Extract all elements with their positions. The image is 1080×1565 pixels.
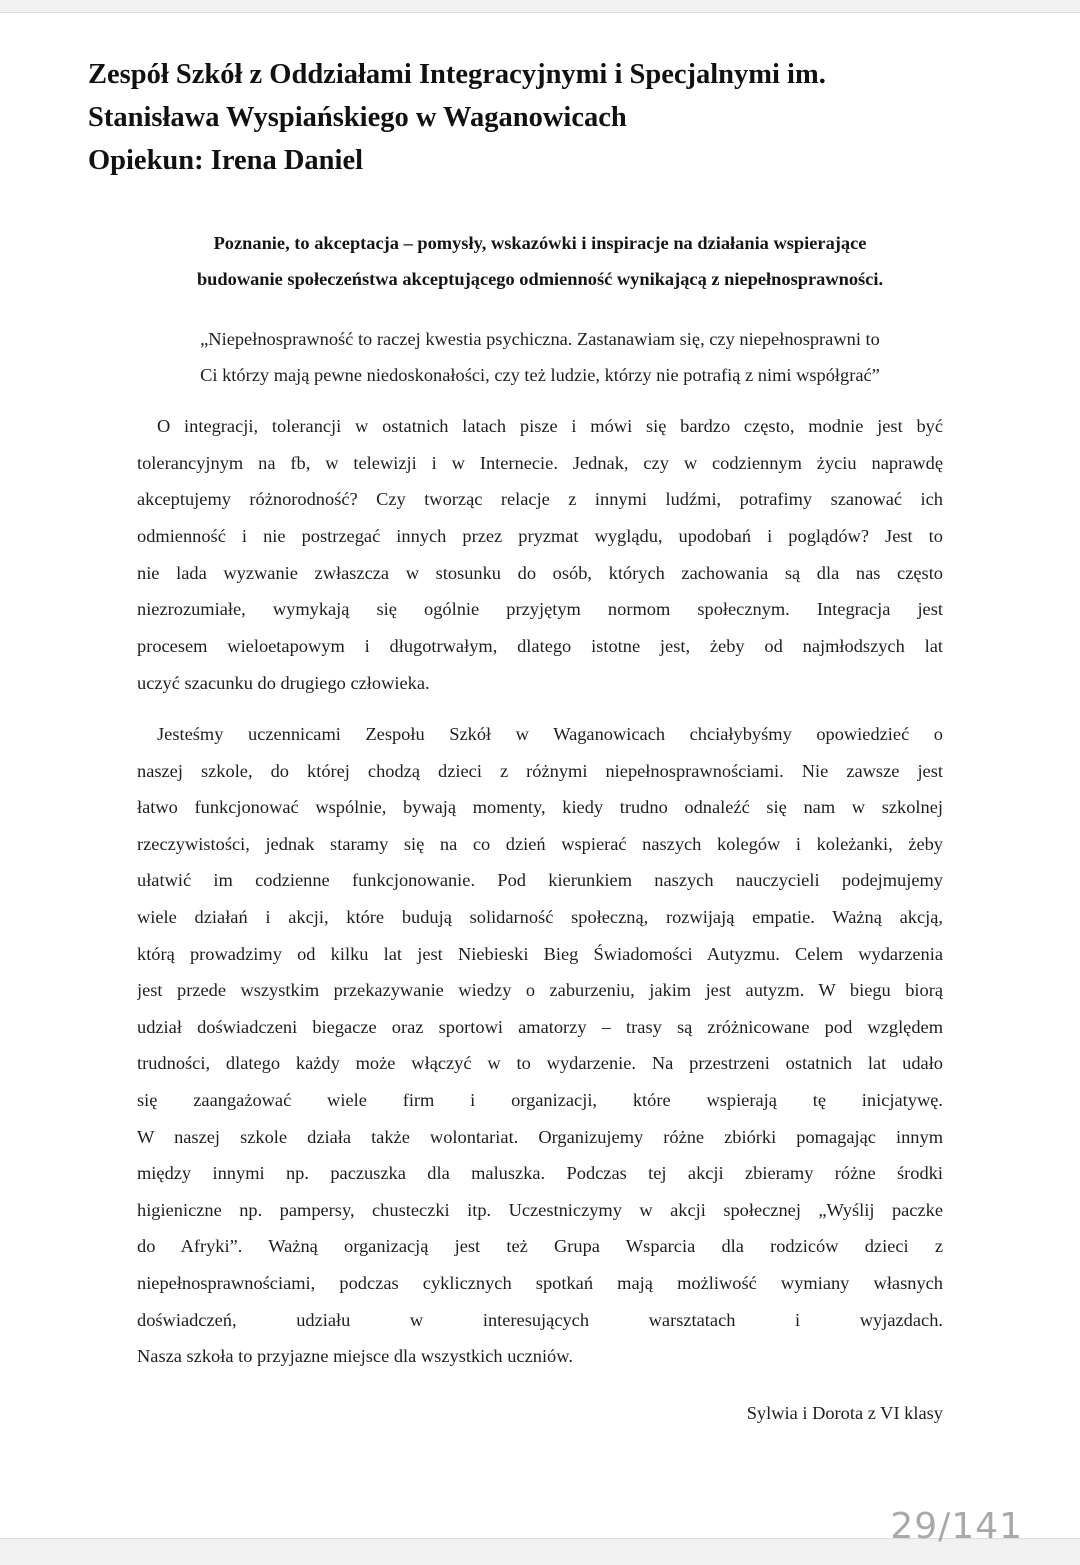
paragraph-line: którą prowadzimy od kilku lat jest Niebieski Bieg Świadomości Autyzmu. Celem wydarzenia <box>137 943 943 964</box>
epigraph-quote <box>137 321 943 393</box>
paragraph-line: niepełnosprawnościami, podczas cyklicznych spotkań mają możliwość wymiany własnych <box>137 1272 943 1293</box>
paragraph-line: Jesteśmy uczennicami Zespołu Szkół w Waganowicach chciałybyśmy opowiedzieć o <box>157 724 943 744</box>
paragraph-line: jest przede wszystkim przekazywanie wiedzy o zaburzeniu, jakim jest autyzm. W biegu biorą <box>137 980 943 1001</box>
paragraph-2 <box>137 716 943 1375</box>
paragraph-line: wiele działań i akcji, które budują solidarność społeczną, rozwijają empatie. Ważną akcją, <box>137 906 943 927</box>
paragraph-line: rzeczywistości, jednak staramy się na co dzień wspierać naszych kolegów i koleżanki, żeby <box>137 833 943 854</box>
paragraph-line: łatwo funkcjonować wspólnie, bywają momenty, kiedy trudno odnaleźć się nam w szkolnej <box>137 797 943 818</box>
paragraph-line: O integracji, tolerancji w ostatnich latach pisze i mówi się bardzo często, modnie jest być <box>157 416 943 436</box>
paragraph-line: tolerancyjnym na fb, w telewizji i w Internecie. Jednak, czy w codziennym życiu naprawdę <box>137 452 943 473</box>
header-line: Stanisława Wyspiańskiego w Waganowicach <box>88 102 627 133</box>
article-title <box>137 225 943 297</box>
quote-line: „Niepełnosprawność to raczej kwestia psychiczna. Zastanawiam się, czy niepełnosprawni to <box>200 329 880 349</box>
paragraph-line: naszej szkole, do której chodzą dzieci z różnymi niepełnosprawnościami. Nie zawsze jest <box>137 760 943 781</box>
title-line: Poznanie, to akceptacja – pomysły, wskazówki i inspiracje na działania wspierające <box>213 233 867 253</box>
paragraph-line: między innymi np. paczuszka dla maluszka. Podczas tej akcji zbieramy różne środki <box>137 1163 943 1184</box>
paragraph-1 <box>137 408 943 702</box>
paragraph-line: higieniczne np. pampersy, chusteczki itp. Uczestniczymy w akcji społecznej „Wyślij paczke <box>137 1199 943 1220</box>
paragraph-line: akceptujemy różnorodność? Czy tworząc relacje z innymi ludźmi, potrafimy szanować ich <box>137 489 943 510</box>
paragraph-line: do Afryki”. Ważną organizacją jest też Grupa Wsparcia dla rodziców dzieci z <box>137 1236 943 1257</box>
school-header <box>88 53 988 182</box>
paragraph-line: się zaangażować wiele firm i organizacji, które wspierają tę inicjatywę. <box>137 1089 943 1110</box>
paragraph-line: doświadczeń, udziału w interesujących warsztatach i wyjazdach. <box>137 1309 943 1330</box>
page-counter: 29/141 <box>890 1506 1023 1547</box>
paragraph-line: ułatwić im codzienne funkcjonowanie. Pod kierunkiem naszych nauczycieli podejmujemy <box>137 870 943 891</box>
document-page <box>0 12 1080 1547</box>
title-line: budowanie społeczeństwa akceptującego odmienność wynikającą z niepełnosprawności. <box>196 269 884 289</box>
paragraph-line: Nasza szkoła to przyjazne miejsce dla wszystkich uczniów. <box>137 1346 573 1367</box>
header-line: Opiekun: Irena Daniel <box>88 145 364 176</box>
paragraph-line: trudności, dlatego każdy może włączyć w to wydarzenie. Na przestrzeni ostatnich lat udało <box>137 1053 943 1074</box>
signature: Sylwia i Dorota z VI klasy <box>746 1403 943 1423</box>
paragraph-line: procesem wieloetapowym i długotrwałym, dlatego istotne jest, żeby od najmłodszych lat <box>137 636 943 657</box>
paragraph-line: W naszej szkole działa także wolontariat. Organizujemy różne zbiórki pomagając innym <box>137 1126 943 1147</box>
paragraph-line: nie lada wyzwanie zwłaszcza w stosunku do osób, których zachowania są dla nas często <box>137 562 943 583</box>
paragraph-line: niezrozumiałe, wymykają się ogólnie przyjętym normom społecznym. Integracja jest <box>137 599 943 620</box>
paragraph-line: uczyć szacunku do drugiego człowieka. <box>137 672 430 693</box>
quote-line: Ci którzy mają pewne niedoskonałości, czy też ludzie, którzy nie potrafią z nimi współgrać” <box>200 365 880 385</box>
paragraph-line: udział doświadczeni biegacze oraz sportowi amatorzy – trasy są zróżnicowane pod względem <box>137 1016 943 1037</box>
header-line: Zespół Szkół z Oddziałami Integracyjnymi i Specjalnymi im. <box>88 59 826 90</box>
paragraph-line: odmienność i nie postrzegać innych przez pryzmat wyglądu, upodobań i poglądów? Jest to <box>137 526 943 547</box>
